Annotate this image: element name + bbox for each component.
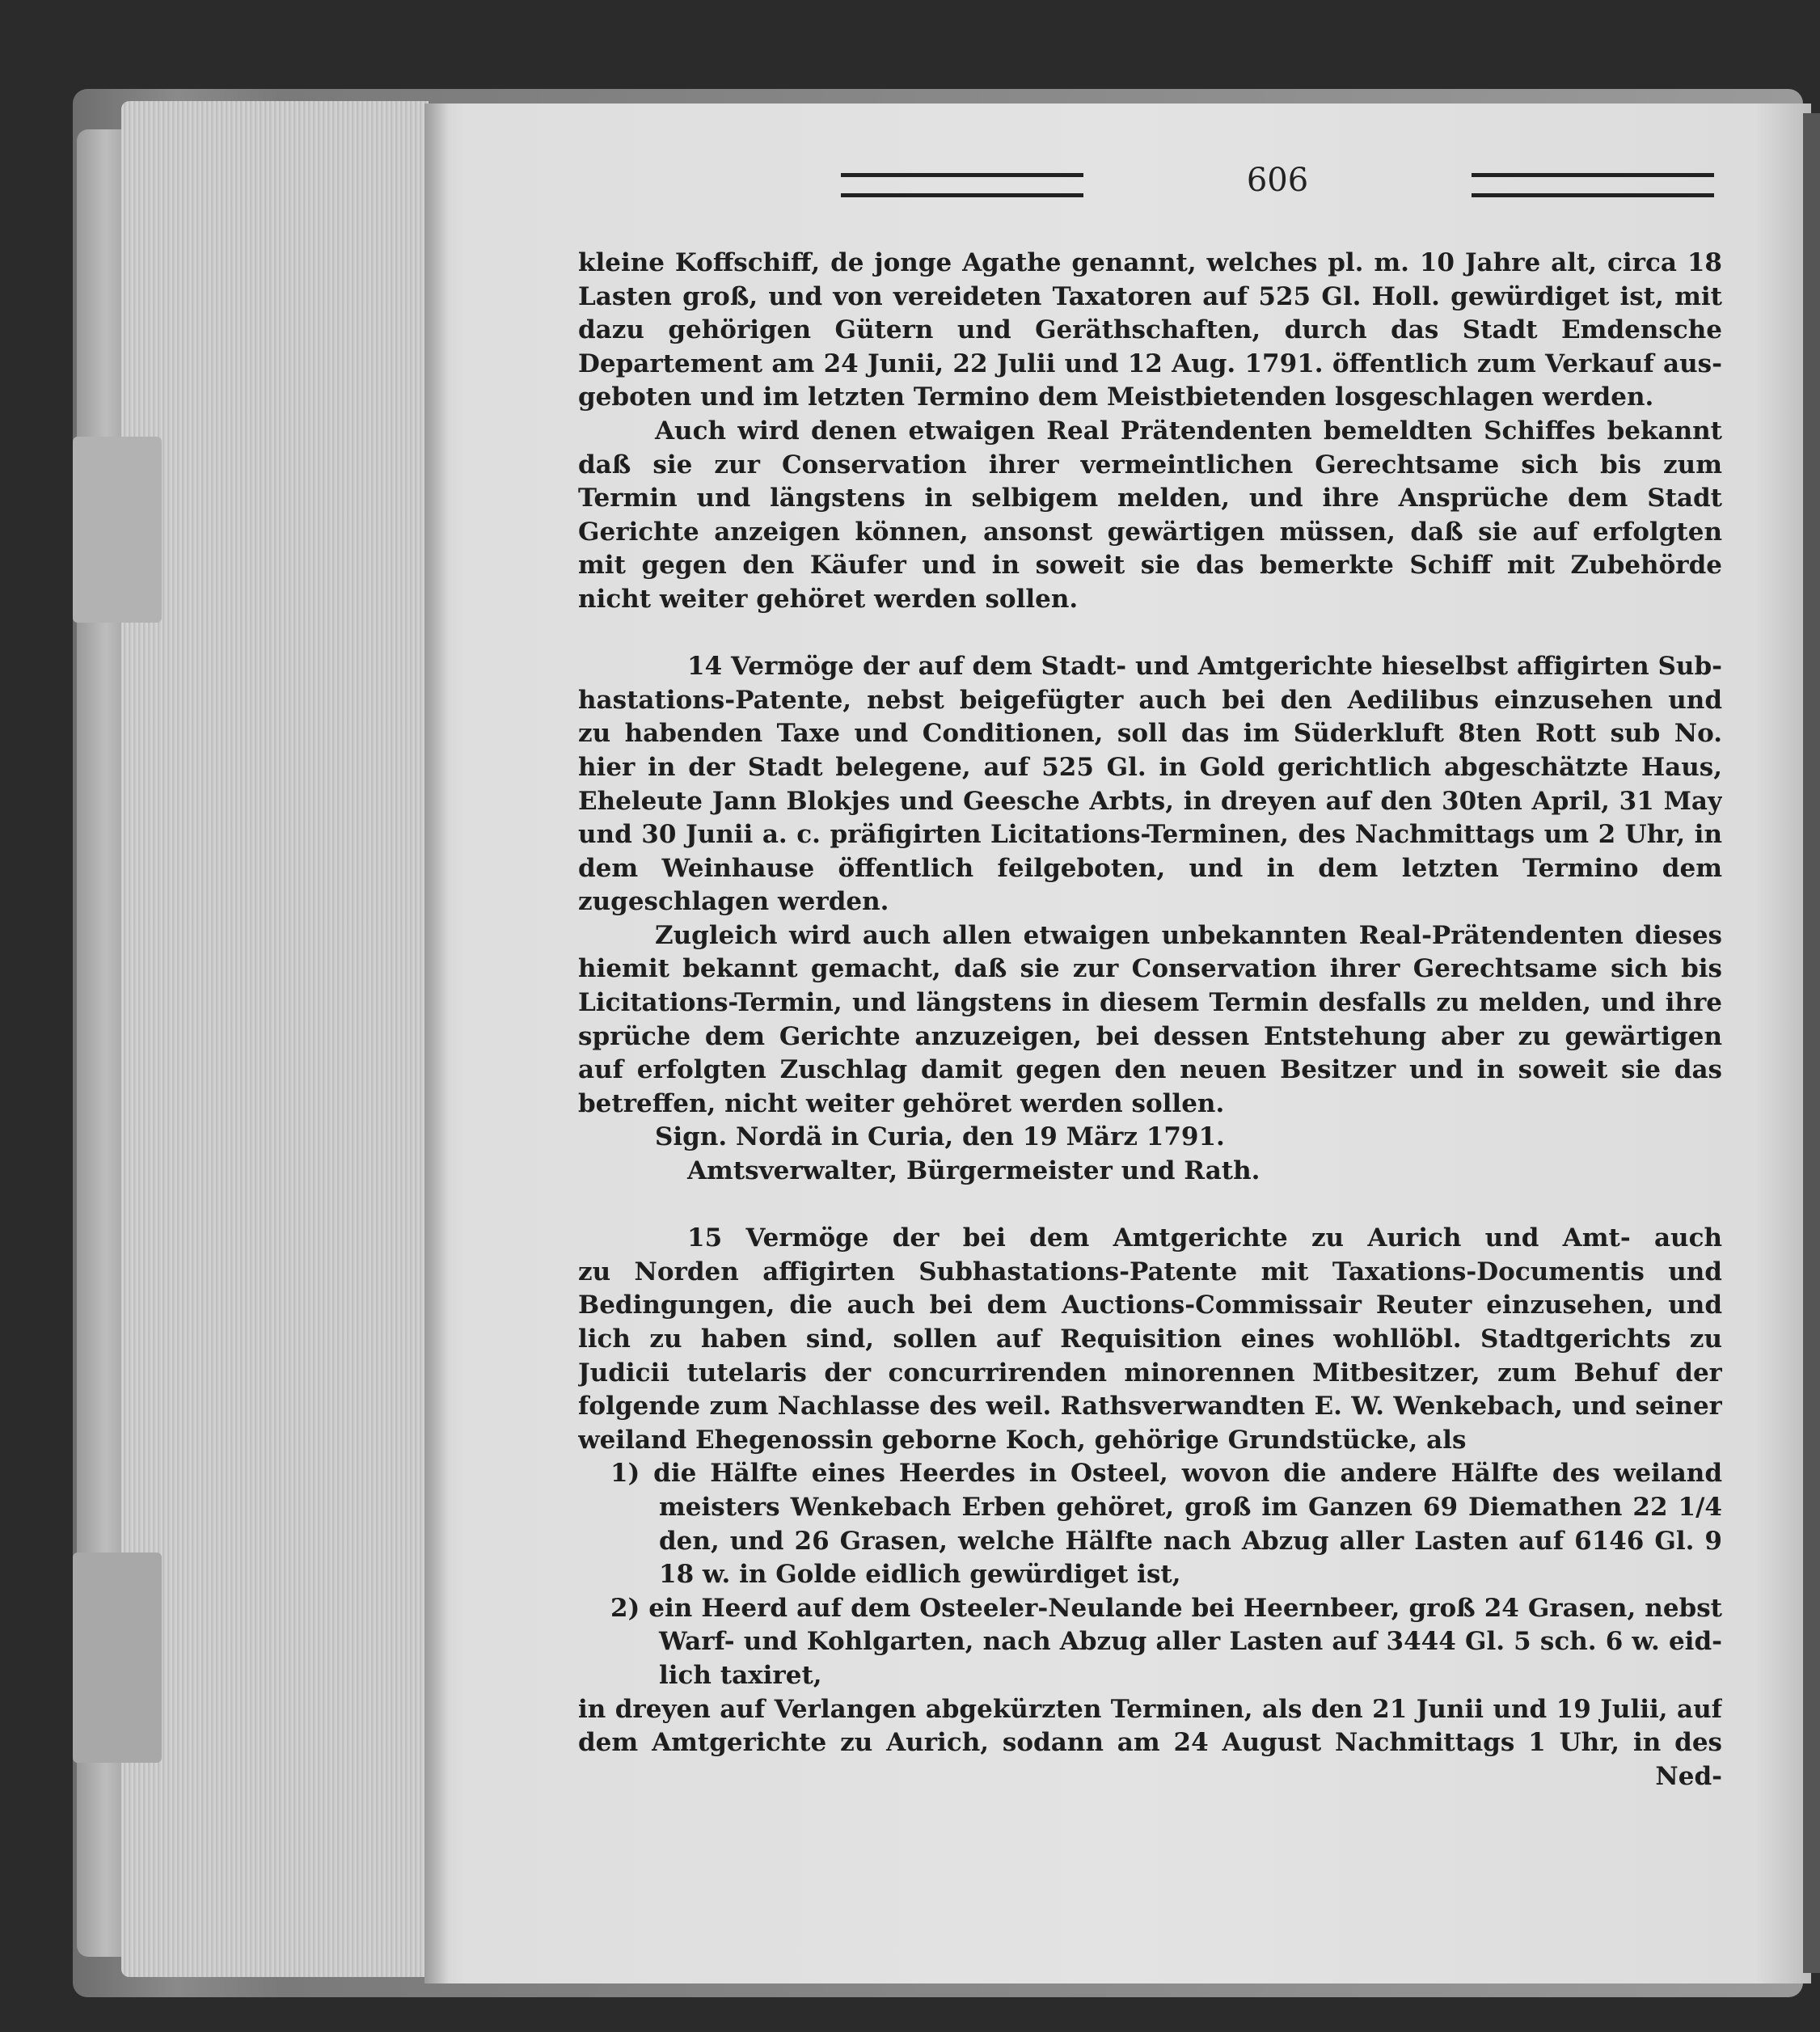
list-item: 1) die Hälfte eines Heerdes in Osteel, wovon die andere Hälfte des weiland xyxy=(610,1459,1722,1489)
text-line: Gerichte anzeigen können, ansonst gewärtigen müssen, daß sie auf erfolgten xyxy=(578,517,1722,547)
list-item: meisters Wenkebach Erben gehöret, groß im Ganzen 69 Diemathen 22 1/4 xyxy=(659,1492,1722,1522)
text-line: Bedingungen, die auch bei dem Auctions-Commissair Reuter einzusehen, und xyxy=(578,1291,1722,1320)
text-line: Zugleich wird auch allen etwaigen unbekannten Real-Prätendenten dieses xyxy=(655,920,1722,950)
text-line: hiemit bekannt gemacht, daß sie zur Conservation ihrer Gerechtsame sich bis xyxy=(578,954,1722,984)
page-edges xyxy=(121,101,429,1977)
text-line: zugeschlagen werden. xyxy=(578,887,889,917)
text-line: kleine Koffschiff, de jonge Agathe genannt, welches pl. m. 10 Jahre alt, circa 18 xyxy=(578,248,1722,277)
text-line: auf erfolgten Zuschlag damit gegen den neuen Besitzer und in soweit sie das xyxy=(578,1055,1722,1085)
text-line: zu habenden Taxe und Conditionen, soll das im Süderkluft 8ten Rott sub No. xyxy=(578,719,1722,749)
text-line: geboten und im letzten Termino dem Meistbietenden losgeschlagen werden. xyxy=(578,382,1654,412)
text-line: betreffen, nicht weiter gehöret werden sollen. xyxy=(578,1088,1225,1118)
text-line: folgende zum Nachlasse des weil. Rathsverwandten E. W. Wenkebach, und seiner xyxy=(578,1392,1722,1422)
text-line: Lasten groß, und von vereideten Taxatoren auf 525 Gl. Holl. gewürdiget ist, mit xyxy=(578,281,1722,311)
text-line: 14 Vermöge der auf dem Stadt- und Amtgerichte hieselbst affigirten Sub- xyxy=(687,652,1722,682)
text-line: Departement am 24 Junii, 22 Julii und 12 Aug. 1791. öffentlich zum Verkauf aus- xyxy=(578,349,1722,378)
signers-line: Amtsverwalter, Bürgermeister und Rath. xyxy=(687,1156,1260,1186)
text-line: dazu gehörigen Gütern und Geräthschaften, durch das Stadt Emdensche xyxy=(578,315,1722,345)
text-line: dem Weinhause öffentlich feilgeboten, und in dem letzten Termino dem xyxy=(578,853,1722,883)
text-line: sprüche dem Gerichte anzuzeigen, bei dessen Entstehung aber zu gewärtigen xyxy=(578,1021,1722,1051)
text-line: hastations-Patente, nebst beigefügter auch bei den Aedilibus einzusehen und xyxy=(578,685,1722,715)
list-item: 18 w. in Golde eidlich gewürdiget ist, xyxy=(659,1560,1181,1590)
text-line: hier in der Stadt belegene, auf 525 Gl. in Gold gerichtlich abgeschätzte Haus, xyxy=(578,752,1722,782)
page-gutter xyxy=(424,104,449,1983)
list-item: lich taxiret, xyxy=(659,1660,822,1690)
list-item: Warf- und Kohlgarten, nach Abzug aller Lasten auf 3444 Gl. 5 sch. 6 w. eid- xyxy=(659,1627,1722,1657)
header-rule-right xyxy=(1472,173,1714,197)
text-line: daß sie zur Conservation ihrer vermeintlichen Gerechtsame sich bis zum xyxy=(578,450,1722,479)
text-line: lich zu haben sind, sollen auf Requisition eines wohllöbl. Stadtgerichts zu xyxy=(578,1324,1722,1354)
text-line: Termin und längstens in selbigem melden, und ihre Ansprüche dem Stadt xyxy=(578,484,1722,513)
text-line: Judicii tutelaris der concurrirenden minorennen Mitbesitzer, zum Behuf der xyxy=(578,1358,1722,1388)
text-line: weiland Ehegenossin geborne Koch, gehörige Grundstücke, als xyxy=(578,1425,1467,1455)
text-line: 15 Vermöge der bei dem Amtgerichte zu Aurich und Amt- auch xyxy=(687,1223,1722,1253)
facing-page-edge xyxy=(1803,113,1820,1973)
page-number: 606 xyxy=(1246,162,1309,199)
text-line: Auch wird denen etwaigen Real Prätendenten bemeldten Schiffes bekannt xyxy=(655,416,1722,446)
text-line: und 30 Junii a. c. präfigirten Licitations-Terminen, des Nachmittags um 2 Uhr, in xyxy=(578,820,1722,850)
text-line: Eheleute Jann Blokjes und Geesche Arbts, in dreyen auf den 30ten April, 31 May xyxy=(578,786,1722,816)
text-line: mit gegen den Käufer und in soweit sie das bemerkte Schiff mit Zubehörde xyxy=(578,551,1722,581)
text-line: Licitations-Termin, und längstens in diesem Termin desfalls zu melden, und ihre xyxy=(578,988,1722,1018)
spine-label-lower xyxy=(73,1553,162,1763)
page-header xyxy=(841,162,1714,210)
body-text xyxy=(578,247,1722,1793)
text-line: dem Amtgerichte zu Aurich, sodann am 24 August Nachmittags 1 Uhr, in des xyxy=(578,1728,1722,1758)
spine-label xyxy=(73,437,162,623)
list-item: 2) ein Heerd auf dem Osteeler-Neulande bei Heernbeer, groß 24 Grasen, nebst xyxy=(610,1593,1722,1623)
list-item: den, und 26 Grasen, welche Hälfte nach Abzug aller Lasten auf 6146 Gl. 9 xyxy=(659,1526,1722,1556)
signature-line: Sign. Nordä in Curia, den 19 März 1791. xyxy=(655,1122,1225,1152)
text-line: in dreyen auf Verlangen abgekürzten Terminen, als den 21 Junii und 19 Julii, auf xyxy=(578,1694,1722,1724)
text-line: zu Norden affigirten Subhastations-Patente mit Taxations-Documentis und xyxy=(578,1257,1722,1286)
text-line: nicht weiter gehöret werden sollen. xyxy=(578,584,1079,614)
catchword: Ned- xyxy=(1655,1761,1722,1791)
